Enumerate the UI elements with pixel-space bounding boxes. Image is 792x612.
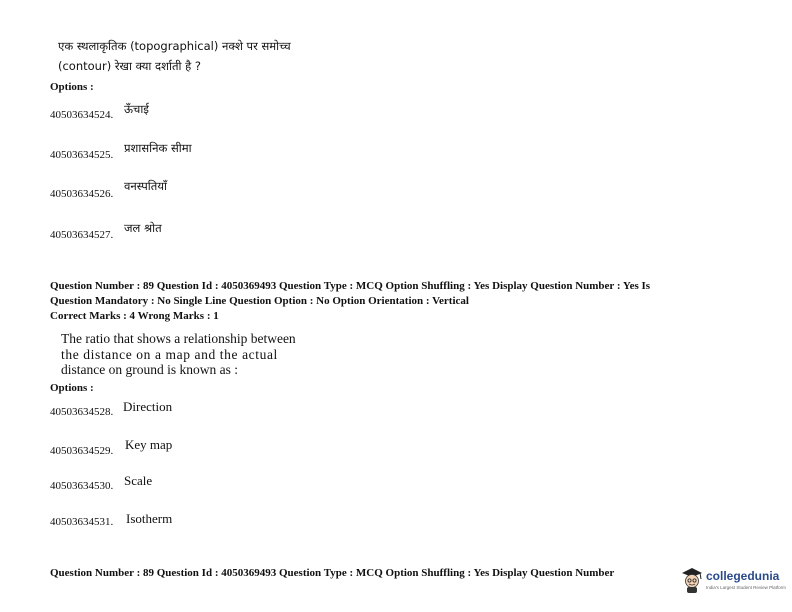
- question-89-options-label: Options :: [50, 382, 94, 394]
- collegedunia-logo: [680, 566, 788, 596]
- question-89-text-line1: The ratio that shows a relationship between: [61, 331, 296, 346]
- option-text: प्रशासनिक सीमा: [124, 141, 192, 155]
- option-id: 40503634528.: [50, 406, 114, 418]
- option-text: Scale: [124, 473, 153, 488]
- option-text: Isotherm: [126, 511, 173, 526]
- option-id: 40503634529.: [50, 445, 114, 457]
- question-88-text-line2: (contour) रेखा क्या दर्शाती है ?: [58, 59, 201, 73]
- option-text: Direction: [123, 399, 173, 414]
- option-text: ऊँचाई: [124, 102, 149, 116]
- question-89-text-line2: the distance on a map and the actual: [61, 347, 278, 362]
- question-89-text-line3: distance on ground is known as :: [61, 362, 238, 377]
- question-88-options-label: Options :: [50, 81, 94, 93]
- option-id: 40503634531.: [50, 516, 114, 528]
- option-text: वनस्पतियाँ: [124, 179, 167, 193]
- question-89-meta-line2: Question Mandatory : No Single Line Question Option : No Option Orientation : Vertical: [50, 295, 469, 307]
- question-89-meta-line3: Correct Marks : 4 Wrong Marks : 1: [50, 310, 219, 322]
- logo-tagline: India's Largest Student Review Platform: [706, 585, 786, 590]
- option-id: 40503634530.: [50, 480, 114, 492]
- option-text: जल श्रोत: [124, 221, 162, 235]
- question-89-meta-line1: Question Number : 89 Question Id : 4050369493 Question Type : MCQ Option Shuffling : Yes Display Question Number : Yes Is: [50, 280, 651, 292]
- option-id: 40503634527.: [50, 229, 114, 241]
- option-id: 40503634526.: [50, 188, 114, 200]
- question-88-text-line1: एक स्थलाकृतिक (topographical) नक्शे पर समोच्च: [58, 39, 291, 53]
- logo-name: collegedunia: [706, 569, 780, 583]
- option-id: 40503634525.: [50, 149, 114, 161]
- student-mascot-icon: [680, 566, 704, 594]
- option-id: 40503634524.: [50, 109, 114, 121]
- footer-meta-line: Question Number : 89 Question Id : 4050369493 Question Type : MCQ Option Shuffling : Yes Display Question Number: [50, 567, 615, 579]
- option-text: Key map: [125, 437, 173, 452]
